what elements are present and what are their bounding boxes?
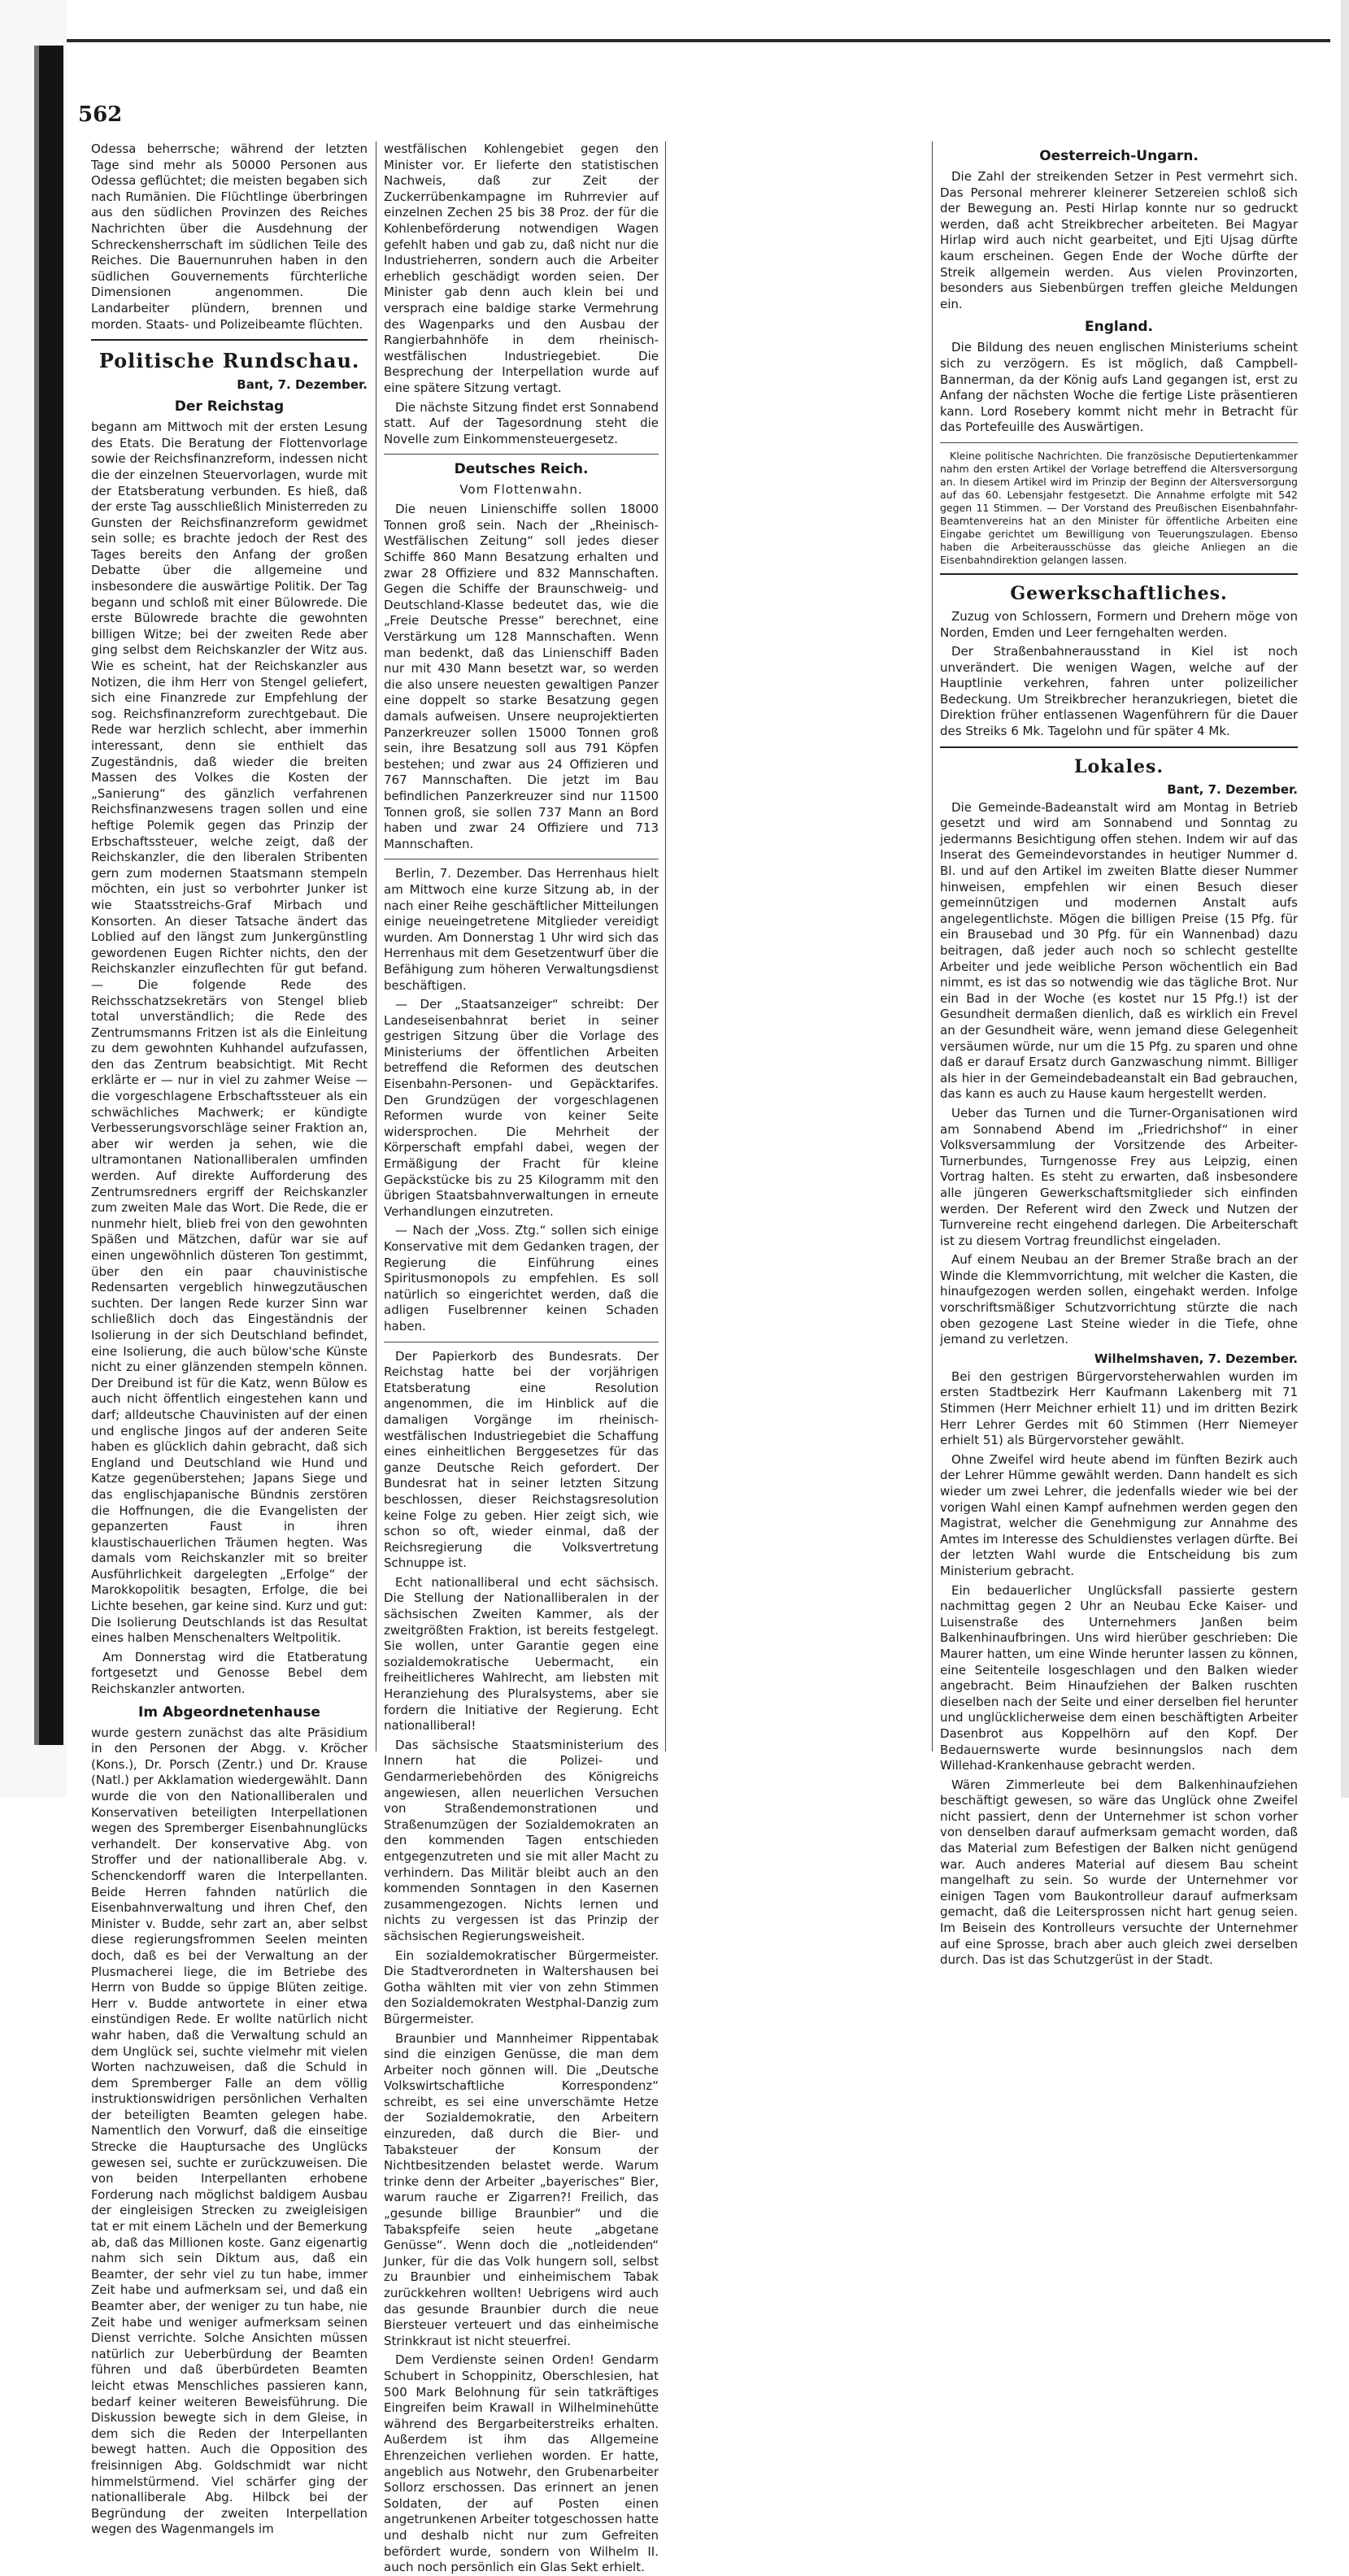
article-subheading: Vom Flottenwahn. — [459, 482, 583, 498]
section-heading: Politische Rundschau. — [98, 349, 360, 373]
dateline: Bant, 7. Dezember. — [237, 377, 368, 393]
article-text: Dem Verdienste seinen Orden! Gendarm Schubert in Schoppinitz, Oberschlesien, hat 500 Mark Belohnung für sein tatkräftiges Eingreifen beim Krawall in Wilhelminehütte während des Bergarbeiterstreiks erhalten. Außerdem ist ihm das Allgemeine Ehrenzeichen verliehen worden. Er hatte, angeblich aus Notwehr, den Grubenarbeiter Sollorz erschossen. Das erinnert an jenen Soldaten, der auf Posten einen angetrunkenen Arbeiter totgeschossen hatte und deshalb nicht nur zum Gefreiten befördert wurde, sondern von Wilhelm II. auch noch persönlich ein Glas Sekt erhielt. — [384, 2352, 659, 2575]
article-text: Die neuen Linienschiffe sollen 18000 Tonnen groß sein. Nach der „Rheinisch-Westfälischen Zeitung“ soll jedes dieser Schiffe 860 Mann Besatzung erhalten und zwar 28 Offiziere und 832 Mannschaften. Gegen die Schiffe der Braunschweig- und Deutschland-Klasse bedeutet das, wie die „Freie Deutsche Presse“ berechnet, eine Verstärkung um 128 Mannschaften. Wenn man bedenkt, daß das Linienschiff Baden nur mit 430 Mann besetzt war, so werden die also unsere neuesten gewaltigen Panzer eine doppelt so starke Besatzung gegen damals aufweisen. Unsere neuprojektierten Panzerkreuzer sollen 15000 Tonnen groß sein, ihre Besatzung soll aus 791 Köpfen bestehen; und zwar aus 24 Offizieren und 767 Mannschaften. Die jetzt im Bau befindlichen Panzerkreuzer sind nur 11500 Tonnen groß, sie sollen 737 Mann an Bord haben und zwar 24 Offiziere und 713 Mannschaften. — [384, 502, 659, 851]
article-text: westfälischen Kohlengebiet gegen den Minister vor. Er lieferte den statistischen Nachweis, daß zur Zeit der Zuckerrübenkampagne im Ruhrrevier auf einzelnen Zechen 25 bis 38 Proz. der für die Kohlenbeförderung notwendigen Wagen gefehlt haben und gab zu, daß nicht nur die Industrieherren, sondern auch die Arbeiter erheblich geschädigt worden seien. Der Minister gab denn auch klein bei und versprach eine baldige starke Vermehrung des Wagenparks und den Ausbau der Rangierbahnhöfe in dem rheinisch-westfälischen Industriegebiet. Die Besprechung der Interpellation wurde auf eine spätere Sitzung vertagt. — [384, 141, 659, 395]
article-text: Ein sozialdemokratischer Bürgermeister. Die Stadtverordneten in Waltershausen bei Gotha wählten mit vier von zehn Stimmen den Sozialdemokraten Westphal-Danzig zum Bürgermeister. — [384, 1947, 659, 2026]
article-text: wurde gestern zunächst das alte Präsidium in den Personen der Abgg. v. Kröcher (Kons.), Dr. Porsch (Zentr.) und Dr. Krause (Natl.) per Akklamation wiedergewählt. Dann wurde die von den Nationalliberalen und Konservativen beteiligten Interpellationen wegen des Spremberger Eisenbahnunglücks verhandelt. Der konservative Abg. von Stroffer und der nationalliberale Abg. v. Schenckendorff waren die Interpellanten. Beide Herren fahnden natürlich die Eisenbahnverwaltung und ihren Chef, den Minister v. Budde, sehr zart an, aber selbst diese regierungsfrommen Seelen meinten doch, daß es bei der Verwaltung an der Plusmacherei liege, die im Betriebe des Herrn von Budde so üppige Blüten zeitige. Herr v. Budde antwortete in einer etwa einstündigen Rede. Er wollte natürlich nicht wahr haben, daß die Verwaltung schuld an dem Unglück sei, suchte vielmehr mit vielen Worten nachzuweisen, daß die Schuld in dem Spremberger Falle an dem völlig instruktionswidrigen persönlichen Verhalten der beteiligten Beamten gelegen habe. Namentlich den Vorwurf, daß die einseitige Strecke die Hauptursache des Unglücks gewesen sei, suchte er zurückzuweisen. Die von beiden Interpellanten erhobene Forderung nach möglichst baldigem Ausbau der eingleisigen Strecken zu zweigleisigen tat er mit einem Lächeln und der Bemerkung ab, daß das Millionen koste. Ganz eigenartig nahm sich sein Diktum aus, daß ein Beamter, der sehr viel zu tun habe, immer Zeit habe und aufmerksam sei, und daß ein Beamter aber, der weniger zu tun habe, nie Zeit habe und weniger aufmerksam seinen Dienst verrichte. Solche Ansichten müssen natürlich zur Ueberbürdung der Beamten führen und daß überbürdeten Beamten leicht etwas Menschliches passieren kann, bedarf keiner weiteren Beweisführung. Die Diskussion bewegte sich in dem Gleise, in dem sich die Reden der Interpellanten bewegt hatten. Auch die Opposition des freisinnigen Abg. Goldschmidt war nicht himmelstürmend. Viel schärfer ging der nationalliberale Abg. Hilbck bei der Begründung der zweiten Interpellation wegen des Wagenmangels im — [91, 1725, 368, 2537]
column-2 — [384, 141, 659, 2575]
section-heading: Oesterreich-Ungarn. — [1039, 148, 1199, 164]
article-text: Wären Zimmerleute bei dem Balkenhinaufziehen beschäftigt gewesen, so wäre das Unglück ohne Zweifel nicht passiert, denn der Unternehmer ist schon vorher von denselben darauf aufmerksam gemacht worden, daß das Material zum Befestigen der Balken nicht genügend war. Auch anderes Material auf diesem Bau scheint mangelhaft zu sein. So wurde der Unternehmer vor einigen Tagen vom Baukontrolleur darauf aufmerksam gemacht, daß die Leitersprossen nicht hart genug seien. Im Beisein des Kontrolleurs versuchte der Unternehmer auf eine Sprosse, brach aber auch gleich zwei derselben durch. Das ist das Schutzgerüst in der Stadt. — [940, 1777, 1298, 1968]
article-text: Berlin, 7. Dezember. Das Herrenhaus hielt am Mittwoch eine kurze Sitzung ab, in der nach einer Reihe geschäftlicher Mitteilungen einige neueingetretene Mitglieder vereidigt wurden. Am Donnerstag 1 Uhr wird sich das Herrenhaus mit dem Gesetzentwurf über die Befähigung zum höheren Verwaltungsdienst beschäftigen. — [384, 866, 659, 993]
article-text: Ein bedauerlicher Unglücksfall passierte gestern nachmittag gegen 2 Uhr an Neubau Ecke Kaiser- und Luisenstraße des Unternehmers Janßen beim Balkenhinaufbringen. Uns wird hierüber geschrieben: Die Maurer hatten, um eine Winde herunter lassen zu können, eine Seitenteile losgeschlagen und den Balken wieder angebracht. Beim Hinaufziehen der Balken ruschten dieselben nach der Seite und einer derselben fiel herunter und unglücklicherweise dem einen beschäftigten Arbeiter Dasenbrot aus Koppelhörn auf den Kopf. Der Bedauernswerte wurde besinnungslos nach dem Willehad-Krankenhause gebracht werden. — [940, 1582, 1298, 1773]
article-text: Die nächste Sitzung findet erst Sonnabend statt. Auf der Tagesordnung steht die Novelle zum Einkommensteuergesetz. — [384, 399, 659, 446]
article-text: Der Straßenbahnerausstand in Kiel ist noch unverändert. Die wenigen Wagen, welche auf der Hauptlinie verkehren, fahren unter polizeilicher Bedeckung. Um Streikbrecher heranzukriegen, bietet die Direktion früher entlassenen Wagenführern für die Dauer des Streiks 6 Mk. Tagelohn und für später 4 Mk. — [940, 644, 1298, 739]
article-text: Die Gemeinde-Badeanstalt wird am Montag in Betrieb gesetzt und wird am Sonnabend und Sonntag zu jedermanns Besichtigung offen stehen. Indem wir auf das Inserat des Gemeindevorstandes in heutiger Nummer d. Bl. und auf den Artikel im zweiten Blatte dieser Nummer hinweisen, empfehlen wir einen Besuch dieser gemeinnützigen und modernen Anstalt aufs angelegentlichste. Mögen die billigen Preise (15 Pfg. für ein Brausebad und 30 Pfg. für ein Wannenbad) dazu beitragen, daß jeder auch noch so schlecht gestellte Arbeiter und jede weibliche Person wöchentlich ein Bad nimmt, es ist das so notwendig wie das tägliche Brot. Nur ein Bad in der Woche (es kostet nur 15 Pfg.!) ist der Gesundheit dermaßen dienlich, daß es wirklich ein Frevel an der Gesundheit wäre, wenn jemand diese Gelegenheit versäumen würde, nur um die 15 Pfg. zu sparen und ohne daß er darauf Ersatz durch Ganzwaschung nimmt. Billiger als hier in der Gemeindebadeanstalt ein Bad gebrauchen, das kann es auch zu Hause kaum hergestellt werden. — [940, 799, 1298, 1102]
article-text: — Der „Staatsanzeiger“ schreibt: Der Landeseisenbahnrat beriet in seiner gestrigen Sitzung über die Vorlage des Ministeriums der öffentlichen Arbeiten betreffend die Reformen des deutschen Eisenbahn-Personen- und Gepäcktarifes. Den Grundzügen der vorgeschlagenen Reformen wurde von keiner Seite widersprochen. Die Mehrheit der Körperschaft empfahl dabei, wegen der Ermäßigung der Fracht für kleine Gepäckstücke bis zu 25 Kilogramm mit den übrigen Staatsbahnverwaltungen in erneute Verhandlungen einzutreten. — [384, 997, 659, 1219]
page-right-edge — [1341, 0, 1349, 1798]
article-text: Odessa beherrsche; während der letzten Tage sind mehr als 50000 Personen aus Odessa geflüchtet; die meisten begaben sich nach Rumänien. Die Flüchtlinge überbringen aus den südlichen Provinzen des Reiches Nachrichten über die Ausdehnung der Schreckensherrschaft im südlichen Teile des Reiches. Die Bauernunruhen haben in den südlichen Gouvernements fürchterliche Dimensionen angenommen. Die Landarbeiter plündern, brennen und morden. Staats- und Polizeibeamte flüchten. — [91, 141, 368, 332]
article-heading: Der Reichstag — [174, 398, 285, 416]
article-text: Der Papierkorb des Bundesrats. Der Reichstag hatte bei der vorjährigen Etatsberatung eine Resolution angenommen, die im Hinblick auf die damaligen Vorgänge im rheinisch-westfälischen Industriegebiet die Schaffung eines einheitlichen Berggesetzes für das ganze Deutsche Reich gefordert. Der Bundesrat hat in seiner letzten Sitzung beschlossen, dieser Reichstagsresolution keine Folge zu geben. Hier zeigt sich, wie schon so oft, wieder einmal, daß der Reichsregierung die Volksvertretung Schnuppe ist. — [384, 1348, 659, 1571]
article-text: Ohne Zweifel wird heute abend im fünften Bezirk auch der Lehrer Hümme gewählt werden. Dann handelt es sich wieder um zwei Lehrer, die jedenfalls wieder wie bei der vorigen Wahl einen Kampf aufnehmen werden gegen den Magistrat, welcher die Genehmigung zur Annahme des Amtes im Interesse des Schuldienstes verlagen dürfte. Bei der letzten Wahl wurde die Entscheidung bis zum Ministerium gebracht. — [940, 1451, 1298, 1578]
article-heading: Im Abgeordnetenhause — [138, 1704, 320, 1721]
column-3 — [940, 141, 1298, 1968]
section-heading: Lokales. — [1073, 755, 1164, 777]
section-heading: England. — [1085, 319, 1153, 336]
article-text: — Nach der „Voss. Ztg.“ sollen sich einige Konservative mit dem Gedanken tragen, der Regierung die Einführung eines Spiritusmonopols zu empfehlen. Es soll natürlich so eingerichtet werden, daß die adligen Fuselbrenner keinen Schaden haben. — [384, 1223, 659, 1334]
page-top-edge — [67, 39, 1330, 42]
article-text: Auf einem Neubau an der Bremer Straße brach an der Winde die Klemmvorrichtung, mit welcher die Kasten, die hinaufgezogen werden sollen, eingehakt werden. Infolge vorschriftsmäßiger Schutzvorrichtung stürzte die nach oben gezogene Last Steine wieder in die Tiefe, ohne jemand zu verletzen. — [940, 1252, 1298, 1347]
column-rule — [665, 141, 666, 1751]
section-heading: Deutsches Reich. — [454, 461, 589, 478]
column-rule — [932, 141, 933, 1751]
article-text-small: Kleine politische Nachrichten. Die französische Deputiertenkammer nahm den ersten Artikel der Vorlage betreffend die Altersversorgung an. In diesem Artikel wird im Prinzip der Beginn der Altersversorgung auf das 60. Lebensjahr festgesetzt. Die Annahme erfolgte mit 542 gegen 11 Stimmen. — Der Vorstand des Preußischen Eisenbahnfahr-Beamtenvereins hat an den Minister für öffentliche Arbeiten eine Eingabe gerichtet um Bewilligung von Teuerungszulagen. Ebenso haben die Arbeiterausschüsse das gleiche Anliegen an die Eisenbahndirektion gelangen lassen. — [940, 449, 1298, 566]
article-text: Zuzug von Schlossern, Formern und Drehern möge von Norden, Emden und Leer ferngehalten werden. — [940, 608, 1298, 640]
article-text: Das sächsische Staatsministerium des Innern hat die Polizei- und Gendarmeriebehörden des Königreichs angewiesen, allen neuerlichen Versuchen von Straßendemonstrationen und Straßenumzügen der Sozialdemokraten an den kommenden Tagen entschieden entgegenzutreten und sie mit aller Macht zu verhindern. Das Militär bleibt auch an den kommenden Sonntagen in den Kasernen zusammengezogen. Nichts lernen und nichts zu vergessen ist das Prinzip der sächsischen Regierungsweisheit. — [384, 1737, 659, 1943]
article-text: Echt nationalliberal und echt sächsisch. Die Stellung der Nationalliberalen in der sächsischen Zweiten Kammer, als der zweitgrößten Fraktion, ist bereits festgelegt. Sie wollen, unter Garantie gegen eine sozialdemokratische Uebermacht, ein freiheitlicheres Wahlrecht, am liebsten mit Heranziehung des Pluralsystems, aber sie fordern die Initiative der Regierung. Echt nationalliberal! — [384, 1574, 659, 1734]
article-text: Bei den gestrigen Bürgervorsteherwahlen wurden im ersten Stadtbezirk Herr Kaufmann Lakenberg mit 71 Stimmen (Herr Meichner erhielt 11) und im dritten Bezirk Herr Lehrer Gerdes mit 60 Stimmen (Herr Niemeyer erhielt 51) als Bürgervorsteher gewählt. — [940, 1368, 1298, 1448]
article-text: begann am Mittwoch mit der ersten Lesung des Etats. Die Beratung der Flottenvorlage sowie der Reichsfinanzreform, indessen nicht die der einzelnen Steuervorlagen, wurde mit der Etatsberatung verbunden. Es hieß, daß der erste Tag ausschließlich Ministerreden zu Gunsten der Reichsfinanzreform gewidmet sein solle; es brachte jedoch der Rest des Tages bereits den Anfang der großen Debatte über die allgemeine und insbesondere die auswärtige Politik. Der Tag begann und schloß mit einer Bülowrede. Die erste Bülowrede brachte die gewohnten billigen Witze; bei der zweiten Rede aber ging selbst dem Reichskanzler der Witz aus. Wie es scheint, hat der Reichskanzler aus Notizen, die ihm Herr von Stengel geliefert, sich eine Finanzrede zur Empfehlung der sog. Reichsfinanzreform zurechtgebaut. Die Rede war herzlich schlecht, aber immerhin interessant, denn sie enthielt das Zugeständnis, daß wieder die breiten Massen des Volkes die Kosten der „Sanierung“ des gänzlich verfahrenen Reichsfinanzwesens tragen sollen und eine heftige Polemik gegen das Prinzip der Erbschaftssteuer, welche zeigt, daß der Reichskanzler, die den liberalen Stribenten gern zum modernen Staatsmann stempeln möchten, ein just so verbohrter Junker ist wie Staatsstreichs-Graf Mirbach und Konsorten. An dieser Tatsache ändert das Loblied auf den längst zum Junkergünstling gewordenen Eugen Richter nichts, den der Reichskanzler einzuflechten für gut befand. — Die folgende Rede des Reichsschatzsekretärs von Stengel blieb total unverständlich; die Rede des Zentrumsmanns Fritzen ist als die Einleitung zu dem gewohnten Kuhhandel aufzufassen, den das Zentrum beabsichtigt. Mit Recht erklärte er — nur in viel zu zahmer Weise — die vorgeschlagene Erbschaftssteuer als ein schwächliches Machwerk; er kündigte Verbesserungsvorschläge seiner Fraktion an, aber wir werden ja sehen, wie die ultramontanen Nationalliberalen umfinden werden. Auf direkte Aufforderung des Zentrumsredners ergriff der Reichskanzler zum zweiten Male das Wort. Die Rede, die er nunmehr hielt, blieb frei von den gewohnten Späßen und Mätzchen, dafür war sie auf einen ungewöhnlich düsteren Ton gestimmt, über den ein paar chauvinistische Redensarten vergeblich hinwegzutäuschen suchten. Der langen Rede kurzer Sinn war schließlich doch das Eingeständnis der Isolierung in der sich Deutschland befindet, eine Isolierung, die auch bülow'sche Künste nicht zu einer glänzenden stempeln können. Der Dreibund ist für die Katz, wenn Bülow es auch nicht öffentlich eingestehen kann und darf; alldeutsche Chauvinisten auf der einen und englische Jingos auf der anderen Seite haben es glücklich dahin gebracht, daß sich England und Deutschland wie Hund und Katze gegenüberstehen; Japans Siege und das englischjapanische Bündnis zerstören die Hoffnungen, die die Evangelisten der gepanzerten Faust in ihren klaustischauerlichen Träumen hegten. Was damals vom Reichskanzler mit so breiter Ausführlichkeit dargelegten „Erfolge“ der Marokkopolitik besagten, Erfolge, die bei Lichte besehen, gar keine sind. Kurz und gut: Die Isolierung Deutschlands ist das Resultat eines halben Menschenalters Weltpolitik. — [91, 420, 368, 1646]
article-text: Ueber das Turnen und die Turner-Organisationen wird am Sonnabend Abend im „Friedrichshof“ in einer Volksversammlung der Vorsitzende des Arbeiter-Turnerbundes, Turngenosse Frey aus Leipzig, einen Vortrag halten. Es steht zu erwarten, daß insbesondere alle jüngeren Gewerkschaftsmitglieder sich einfinden werden. Der Referent wird den Zweck und Nutzen der Turnvereine recht eingehend darlegen. Die Arbeiterschaft ist zu diesem Vortrag freundlichst eingeladen. — [940, 1105, 1298, 1248]
book-binding — [0, 0, 67, 1798]
column-1 — [91, 141, 368, 2537]
section-heading: Gewerkschaftliches. — [1010, 582, 1228, 604]
dateline: Bant, 7. Dezember. — [1167, 781, 1298, 797]
article-text: Am Donnerstag wird die Etatberatung fortgesetzt und Genosse Bebel dem Reichskanzler antworten. — [91, 1649, 368, 1697]
article-text: Die Zahl der streikenden Setzer in Pest vermehrt sich. Das Personal mehrerer kleinerer Setzereien schloß sich der Bewegung an. Pesti Hirlap konnte nur so gedruckt werden, daß acht Streikbrecher arbeiteten. Bei Magyar Hirlap wird auch nicht gearbeitet, und Ejti Ujsag dürfte kaum erscheinen. Gegen Ende der Woche dürfte der Streik allgemein werden. Aus vielen Provinzorten, besonders aus Siebenbürgen treffen gleiche Meldungen ein. — [940, 169, 1298, 311]
article-text: Die Bildung des neuen englischen Ministeriums scheint sich zu verzögern. Es ist möglich, daß Campbell-Bannerman, da der König aufs Land gegangen ist, erst zu Anfang der nächsten Woche die fertige Liste präsentieren kann. Lord Rosebery kommt nicht mehr in Betracht für das Portefeuille des Auswärtigen. — [940, 340, 1298, 435]
page-number: 562 — [78, 102, 123, 127]
article-text: Braunbier und Mannheimer Rippentabak sind die einzigen Genüsse, die man dem Arbeiter noch gönnen will. Die „Deutsche Volkswirtschaftliche Korrespondenz“ schreibt, es sei eine unverschämte Hetze der Sozialdemokratie, den Arbeitern einzureden, daß durch die Bier- und Tabaksteuer der Konsum der Nichtbesitzenden belastet werde. Warum trinke denn der Arbeiter „bayerisches“ Bier, warum rauche er Zigarren?! Freilich, das „gesunde billige Braunbier“ und die Tabakspfeife seien heute „abgetane Genüsse“. Wenn doch die „notleidenden“ Junker, für die das Volk hungern soll, selbst zu Braunbier und einheimischem Tabak zurückkehren wollten! Uebrigens wird auch das gesunde Braunbier durch die neue Biersteuer verteuert und das einheimische Strinkkraut ist nicht steuerfrei. — [384, 2030, 659, 2348]
dateline: Wilhelmshaven, 7. Dezember. — [1094, 1351, 1298, 1366]
